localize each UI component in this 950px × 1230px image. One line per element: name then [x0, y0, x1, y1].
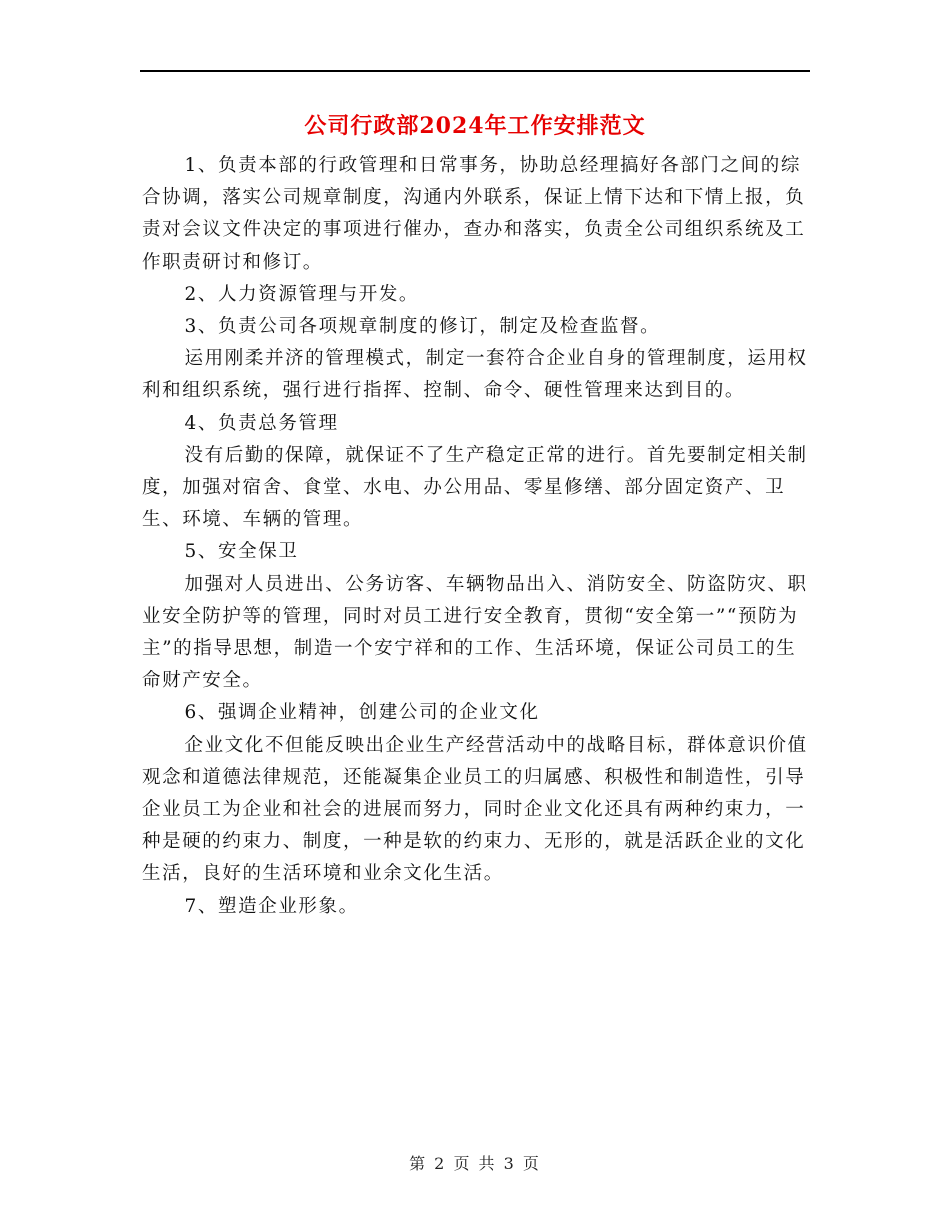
- paragraph-duty-6: 6、强调企业精神，创建公司的企业文化: [184, 702, 540, 724]
- paragraph-management-model: 运用刚柔并济的管理模式，制定一套符合企业自身的管理制度，运用权利和组织系统，强行进行指挥、控制、命令、硬性管理来达到目的。: [142, 348, 808, 402]
- paragraph-duty-5: 5、安全保卫: [184, 541, 299, 563]
- paragraph-security: 加强对人员进出、公务访客、车辆物品出入、消防安全、防盗防灾、职业安全防护等的管理，同时对员工进行安全教育，贯彻“安全第一”“预防为主”的指导思想，制造一个安宁祥和的工作、生活环境，保证公司员工的生命财产安全。: [142, 573, 808, 692]
- header-rule: [140, 70, 810, 72]
- document-title: 公司行政部2024年工作安排范文: [304, 113, 646, 139]
- document-body: [142, 150, 810, 923]
- paragraph-duty-4: 4、负责总务管理: [184, 412, 339, 434]
- paragraph-culture: 企业文化不但能反映出企业生产经营活动中的战略目标，群体意识价值观念和道德法律规范，还能凝集企业员工的归属感、积极性和制造性，引导企业员工为企业和社会的进展而努力，同时企业文化还具有两种约束力，一种是硬的约束力、制度，一种是软的约束力、无形的，就是活跃企业的文化生活，良好的生活环境和业余文化生活。: [142, 734, 808, 885]
- paragraph-logistics: 没有后勤的保障，就保证不了生产稳定正常的进行。首先要制定相关制度，加强对宿舍、食堂、水电、办公用品、零星修缮、部分固定资产、卫生、环境、车辆的管理。: [142, 444, 808, 531]
- paragraph-duty-3: 3、负责公司各项规章制度的修订，制定及检查监督。: [184, 316, 661, 338]
- paragraph-duty-1: 1、负责本部的行政管理和日常事务，协助总经理搞好各部门之间的综合协调，落实公司规章制度，沟通内外联系，保证上情下达和下情上报，负责对会议文件决定的事项进行催办，查办和落实，负责全公司组织系统及工作职责研讨和修订。: [142, 155, 806, 273]
- paragraph-duty-7: 7、塑造企业形象。: [184, 895, 359, 917]
- paragraph-duty-2: 2、人力资源管理与开发。: [184, 283, 420, 305]
- page-number: 第 2 页 共 3 页: [409, 1154, 541, 1173]
